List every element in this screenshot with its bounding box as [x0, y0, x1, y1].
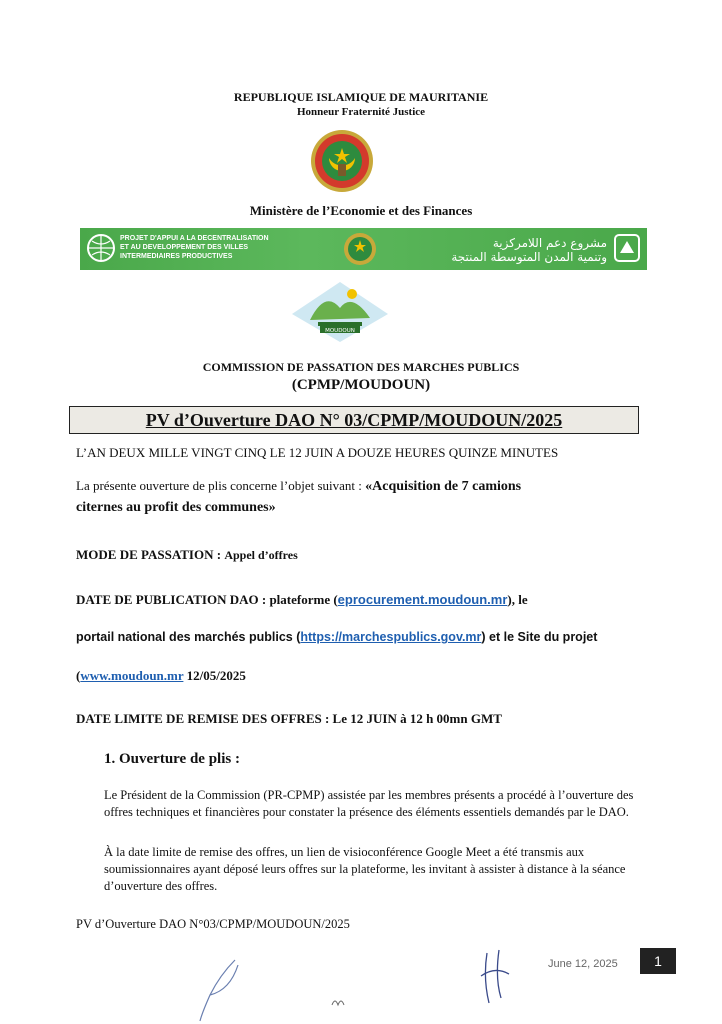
pv-title-box: [69, 406, 639, 434]
banner-french-text: PROJET D'APPUI A LA DECENTRALISATION ET AU DEVELOPPEMENT DES VILLES INTERMEDIAIRES PRODUCTIVES: [120, 235, 269, 260]
mode-label: MODE DE PASSATION :: [76, 547, 225, 562]
object-paragraph: [76, 476, 636, 518]
national-motto: Honneur Fraternité Justice: [296, 106, 426, 118]
moudoun-logo-icon: [290, 280, 390, 345]
pv-title: PV d’Ouverture DAO N° 03/CPMP/MOUDOUN/2025: [145, 410, 563, 430]
object-title-1: «Acquisition de 7 camions: [365, 479, 522, 494]
moudoun-logo: [290, 280, 390, 345]
object-title-2: citernes au profit des communes»: [76, 500, 276, 515]
country-name: REPUBLIQUE ISLAMIQUE DE MAURITANIE: [233, 90, 489, 104]
publication-line-3: (www.moudoun.mr 12/05/2025: [76, 668, 246, 683]
mode-value: Appel d’offres: [224, 548, 298, 562]
commission-acronym: (CPMP/MOUDOUN): [291, 377, 431, 393]
publication-date: 12/05/2025: [183, 668, 246, 683]
project-banner: [80, 228, 647, 270]
logo-text: MOUDOUN: [325, 328, 355, 334]
marchespublics-link[interactable]: https://marchespublics.gov.mr: [300, 630, 482, 644]
section-paragraph-2: À la date limite de remise des offres, un lien de visioconférence Google Meet a été transmis aux soumissionnaires ayant déposé leurs offres sur la plateforme, les invitant à assister à distance à la séance d’ouverture des offres.: [104, 845, 626, 893]
footer-doc-ref: PV d’Ouverture DAO N°03/CPMP/MOUDOUN/2025: [76, 917, 350, 931]
mode-line: [76, 547, 636, 563]
page-number: 1: [640, 948, 676, 974]
section-paragraph-1: Le Président de la Commission (PR-CPMP) assistée par les membres présents a procédé à l’ouverture des offres techniques et financières pour constater la présence des éléments essentiels demandés par le DAO.: [104, 788, 634, 819]
publication-line-1: DATE DE PUBLICATION DAO : plateforme (eprocurement.moudoun.mr), le: [76, 592, 528, 607]
banner-seal-icon: [342, 231, 378, 267]
world-bank-logo-icon: [86, 233, 116, 263]
intro-line: L’AN DEUX MILLE VINGT CINQ LE 12 JUIN A DOUZE HEURES QUINZE MINUTES: [76, 445, 559, 460]
signature-1-icon: [180, 955, 260, 1024]
ministry-logo-icon: [613, 233, 641, 263]
deadline-line: DATE LIMITE DE REMISE DES OFFRES : Le 12 JUIN à 12 h 00mn GMT: [76, 711, 502, 726]
moudoun-site-link[interactable]: www.moudoun.mr: [80, 668, 184, 683]
initials-mark-icon: [330, 995, 350, 1009]
national-seal-icon: [307, 128, 377, 194]
signature-2-icon: [475, 948, 515, 1008]
banner-arabic-text: مشروع دعم اللامركزية وتنمية المدن المتوسطة المنتجة: [451, 236, 607, 264]
publication-line-2: portail national des marchés publics (https://marchespublics.gov.mr) et le Site du projet: [76, 630, 598, 644]
ministry-name: Ministère de l’Economie et des Finances: [249, 203, 473, 218]
eprocurement-link[interactable]: eprocurement.moudoun.mr: [337, 592, 508, 607]
section-heading: 1. Ouverture de plis :: [104, 751, 240, 767]
commission-name: COMMISSION DE PASSATION DES MARCHES PUBLICS: [202, 360, 520, 374]
footer-date: June 12, 2025: [548, 958, 618, 970]
object-prefix: La présente ouverture de plis concerne l’objet suivant :: [76, 478, 366, 493]
